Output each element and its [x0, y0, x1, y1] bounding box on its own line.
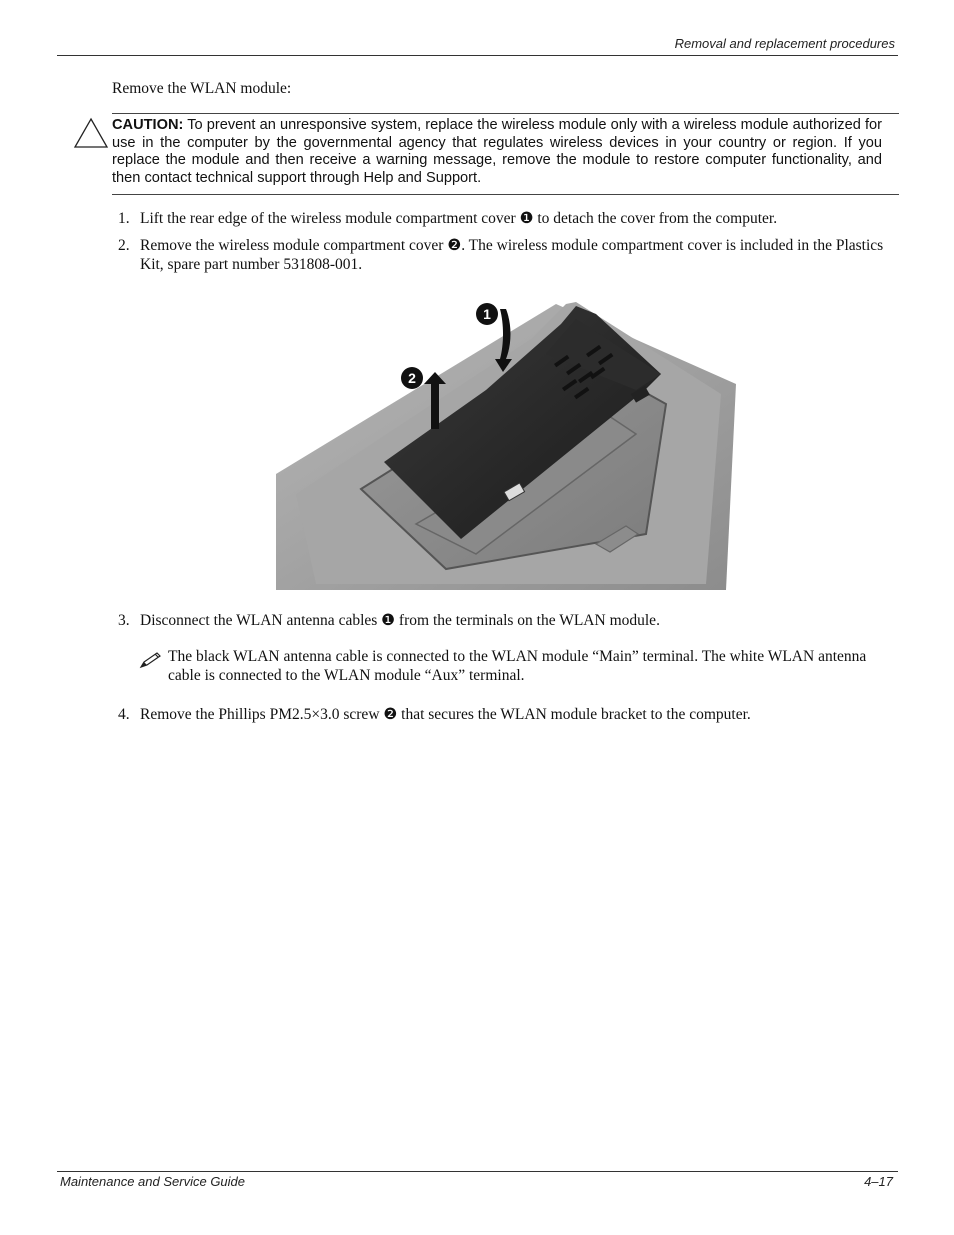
- intro-text: Remove the WLAN module:: [112, 80, 292, 97]
- caution-triangle-icon: [73, 117, 109, 149]
- step-text: Remove the Phillips PM2.5×3.0 screw ❷ that secures the WLAN module bracket to the computer.: [140, 706, 751, 723]
- step-number: 2.: [118, 237, 130, 254]
- footer-page-number: 4–17: [864, 1174, 893, 1189]
- step-number: 3.: [118, 612, 130, 629]
- pencil-icon: [138, 650, 164, 670]
- step-3: [118, 611, 903, 630]
- step-4: [118, 705, 903, 724]
- step-text: Disconnect the WLAN antenna cables ❶ from the terminals on the WLAN module.: [140, 612, 660, 629]
- step-list-b: [118, 611, 903, 630]
- callout-2: 2: [408, 370, 416, 386]
- header-rule: [57, 55, 898, 56]
- step-number: 4.: [118, 706, 130, 723]
- caution-text: To prevent an unresponsive system, replace the wireless module only with a wireless module authorized for use in the computer by the governmental agency that regulates wireless devices in your country or region. If you replace the module and then receive a warning message, remove the module to restore computer functionality, and then contact technical support through Help and Support.: [112, 117, 882, 186]
- footer-guide-title: Maintenance and Service Guide: [60, 1174, 246, 1189]
- caution-rule-bottom: [112, 194, 899, 195]
- callout-1: 1: [483, 306, 491, 322]
- step-text: Lift the rear edge of the wireless module compartment cover ❶ to detach the cover from the computer.: [140, 210, 778, 227]
- step-1: [118, 209, 903, 228]
- footer-rule: [57, 1171, 898, 1172]
- caution-label: CAUTION:: [112, 117, 184, 133]
- caution-box: [112, 117, 882, 187]
- step-2: [118, 236, 903, 274]
- caution-rule-top: [112, 113, 899, 114]
- step-text: Remove the wireless module compartment cover ❷. The wireless module compartment cover is included in the Plastics Kit, spare part number 531808-001.: [140, 237, 884, 273]
- running-header: Removal and replacement procedures: [674, 36, 895, 51]
- step-number: 1.: [118, 210, 130, 227]
- wlan-cover-illustration: [276, 294, 738, 590]
- step-list-a: [118, 209, 903, 274]
- note-text: The black WLAN antenna cable is connected to the WLAN module “Main” terminal. The white WLAN antenna cable is connected to the WLAN module “Aux” terminal.: [168, 648, 867, 684]
- step-list-c: [118, 705, 903, 724]
